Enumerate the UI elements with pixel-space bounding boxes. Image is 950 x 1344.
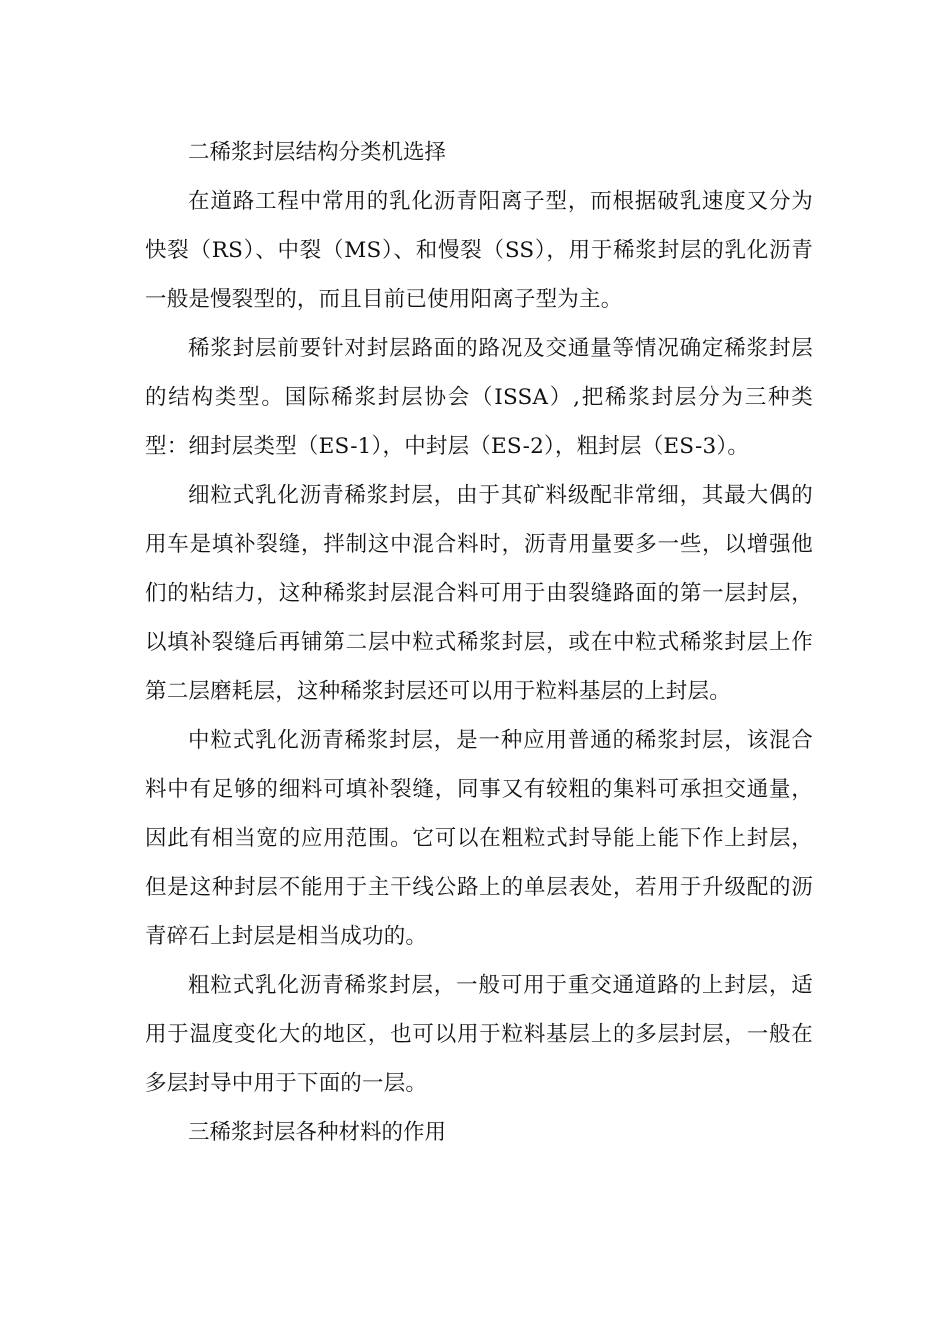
paragraph-fine-seal: 细粒式乳化沥青稀浆封层，由于其矿料级配非常细，其最大偶的用车是填补裂缝，拌制这中混合料时，沥青用量要多一些，以增强他们的粘结力，这种稀浆封层混合料可用于由裂缝路面的第一层封层，以填补裂缝后再铺第二层中粒式稀浆封层，或在中粒式稀浆封层上作第二层磨耗层，这种稀浆封层还可以用于粒料基层的上封层。	[145, 483, 813, 704]
paragraph-coarse-seal: 粗粒式乳化沥青稀浆封层，一般可用于重交通道路的上封层，适用于温度变化大的地区，也可以用于粒料基层上的多层封层，一般在多层封导中用于下面的一层。	[145, 973, 813, 1096]
paragraph-structure-types: 稀浆封层前要针对封层路面的路况及交通量等情况确定稀浆封层的结构类型。国际稀浆封层协会（ISSA）,把稀浆封层分为三种类型：细封层类型（ES-1），中封层（ES-2），粗封层（ES-3）。	[145, 336, 813, 459]
section-heading-2: 二稀浆封层结构分类机选择	[188, 140, 447, 165]
paragraph-emulsion-types: 在道路工程中常用的乳化沥青阳离子型，而根据破乳速度又分为快裂（RS）、中裂（MS）、和慢裂（SS），用于稀浆封层的乳化沥青一般是慢裂型的，而且目前已使用阳离子型为主。	[145, 189, 813, 312]
section-heading-3: 三稀浆封层各种材料的作用	[188, 1120, 447, 1145]
paragraph-medium-seal: 中粒式乳化沥青稀浆封层，是一种应用普通的稀浆封层，该混合料中有足够的细料可填补裂缝，同事又有较粗的集料可承担交通量，因此有相当宽的应用范围。它可以在粗粒式封导能上能下作上封层，但是这种封层不能用于主干线公路上的单层表处，若用于升级配的沥青碎石上封层是相当成功的。	[145, 728, 813, 949]
document-body	[145, 128, 813, 1157]
